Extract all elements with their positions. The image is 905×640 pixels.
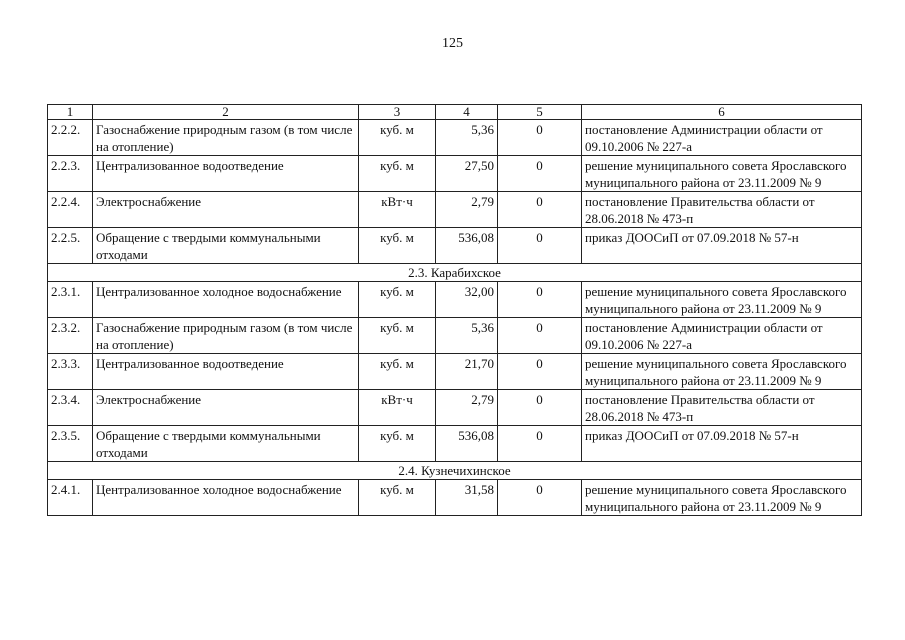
- unit: куб. м: [359, 120, 436, 156]
- table-row: [48, 426, 862, 462]
- row-number: 2.3.2.: [48, 318, 93, 354]
- table-row: [48, 390, 862, 426]
- header-col-2: 2: [93, 105, 359, 120]
- row-number: 2.3.3.: [48, 354, 93, 390]
- row-number: 2.3.4.: [48, 390, 93, 426]
- row-number: 2.4.1.: [48, 480, 93, 516]
- table-row: [48, 282, 862, 318]
- norm-value: 536,08: [436, 228, 498, 264]
- header-col-1: 1: [48, 105, 93, 120]
- row-number: 2.2.5.: [48, 228, 93, 264]
- zero-value: 0: [498, 480, 582, 516]
- service-name: Газоснабжение природным газом (в том числе на отопление): [93, 120, 359, 156]
- norm-value: 31,58: [436, 480, 498, 516]
- legal-document: постановление Администрации области от 09.10.2006 № 227-а: [582, 120, 862, 156]
- table-row: [48, 228, 862, 264]
- zero-value: 0: [498, 282, 582, 318]
- unit: куб. м: [359, 228, 436, 264]
- service-name: Централизованное водоотведение: [93, 156, 359, 192]
- header-row: [48, 105, 862, 120]
- tariff-table: [47, 104, 862, 516]
- legal-document: постановление Правительства области от 28.06.2018 № 473-п: [582, 192, 862, 228]
- zero-value: 0: [498, 156, 582, 192]
- zero-value: 0: [498, 390, 582, 426]
- zero-value: 0: [498, 192, 582, 228]
- legal-document: решение муниципального совета Ярославского муниципального района от 23.11.2009 № 9: [582, 354, 862, 390]
- legal-document: приказ ДООСиП от 07.09.2018 № 57-н: [582, 228, 862, 264]
- table-row: [48, 156, 862, 192]
- service-name: Обращение с твердыми коммунальными отходами: [93, 426, 359, 462]
- norm-value: 27,50: [436, 156, 498, 192]
- unit: кВт·ч: [359, 390, 436, 426]
- norm-value: 21,70: [436, 354, 498, 390]
- unit: куб. м: [359, 282, 436, 318]
- legal-document: решение муниципального совета Ярославского муниципального района от 23.11.2009 № 9: [582, 156, 862, 192]
- service-name: Централизованное холодное водоснабжение: [93, 282, 359, 318]
- norm-value: 5,36: [436, 120, 498, 156]
- unit: куб. м: [359, 156, 436, 192]
- legal-document: решение муниципального совета Ярославского муниципального района от 23.11.2009 № 9: [582, 282, 862, 318]
- service-name: Электроснабжение: [93, 192, 359, 228]
- section-row: [48, 462, 862, 480]
- row-number: 2.2.2.: [48, 120, 93, 156]
- zero-value: 0: [498, 228, 582, 264]
- legal-document: приказ ДООСиП от 07.09.2018 № 57-н: [582, 426, 862, 462]
- legal-document: постановление Администрации области от 09.10.2006 № 227-а: [582, 318, 862, 354]
- norm-value: 2,79: [436, 192, 498, 228]
- table-row: [48, 354, 862, 390]
- zero-value: 0: [498, 354, 582, 390]
- zero-value: 0: [498, 120, 582, 156]
- page-number: 125: [442, 36, 463, 51]
- header-col-5: 5: [498, 105, 582, 120]
- section-row: [48, 264, 862, 282]
- service-name: Электроснабжение: [93, 390, 359, 426]
- service-name: Обращение с твердыми коммунальными отходами: [93, 228, 359, 264]
- unit: куб. м: [359, 480, 436, 516]
- unit: куб. м: [359, 318, 436, 354]
- section-title: 2.4. Кузнечихинское: [48, 462, 862, 480]
- table-row: [48, 318, 862, 354]
- row-number: 2.2.3.: [48, 156, 93, 192]
- table-row: [48, 480, 862, 516]
- service-name: Газоснабжение природным газом (в том числе на отопление): [93, 318, 359, 354]
- section-title: 2.3. Карабихское: [48, 264, 862, 282]
- zero-value: 0: [498, 318, 582, 354]
- unit: куб. м: [359, 426, 436, 462]
- table-row: [48, 120, 862, 156]
- unit: куб. м: [359, 354, 436, 390]
- row-number: 2.2.4.: [48, 192, 93, 228]
- norm-value: 536,08: [436, 426, 498, 462]
- zero-value: 0: [498, 426, 582, 462]
- norm-value: 2,79: [436, 390, 498, 426]
- legal-document: решение муниципального совета Ярославского муниципального района от 23.11.2009 № 9: [582, 480, 862, 516]
- legal-document: постановление Правительства области от 28.06.2018 № 473-п: [582, 390, 862, 426]
- norm-value: 5,36: [436, 318, 498, 354]
- table-row: [48, 192, 862, 228]
- unit: кВт·ч: [359, 192, 436, 228]
- service-name: Централизованное водоотведение: [93, 354, 359, 390]
- header-col-3: 3: [359, 105, 436, 120]
- header-col-6: 6: [582, 105, 862, 120]
- service-name: Централизованное холодное водоснабжение: [93, 480, 359, 516]
- header-col-4: 4: [436, 105, 498, 120]
- norm-value: 32,00: [436, 282, 498, 318]
- row-number: 2.3.1.: [48, 282, 93, 318]
- row-number: 2.3.5.: [48, 426, 93, 462]
